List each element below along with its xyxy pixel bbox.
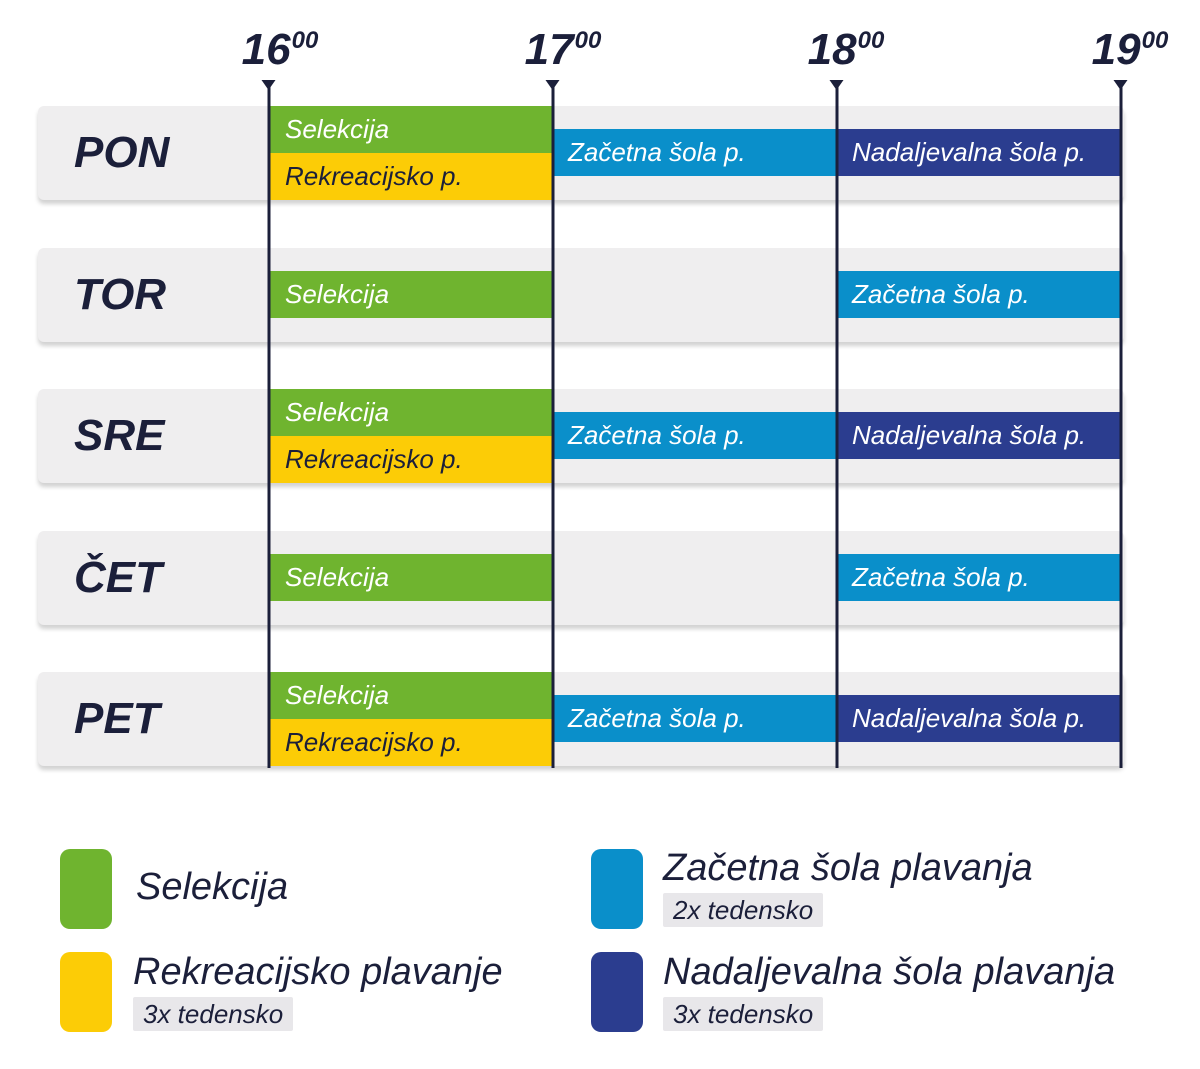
legend-freq-nadaljevalna: 3x tedensko xyxy=(663,997,823,1031)
legend-label-selekcija: Selekcija xyxy=(136,866,289,908)
block-selekcija: Selekcija xyxy=(269,554,552,601)
legend-freq-rekreacijsko: 3x tedensko xyxy=(133,997,293,1031)
day-row-pet xyxy=(38,672,1124,766)
block-selekcija: Selekcija xyxy=(269,271,552,318)
legend-swatch-nadaljevalna xyxy=(591,952,643,1032)
legend-swatch-selekcija xyxy=(60,849,112,929)
day-label: TOR xyxy=(74,270,167,319)
block-zacetna: Začetna šola p. xyxy=(836,271,1120,318)
block-selekcija: Selekcija xyxy=(269,389,552,436)
block-nadaljevalna: Nadaljevalna šola p. xyxy=(836,695,1120,742)
hour-line-19 xyxy=(1120,82,1123,768)
block-zacetna: Začetna šola p. xyxy=(552,129,836,176)
hour-label-18: $18^{00}$ xyxy=(807,25,885,74)
legend-swatch-zacetna xyxy=(591,849,643,929)
day-row-cet xyxy=(38,531,1124,625)
day-label: PET xyxy=(74,694,160,743)
legend xyxy=(0,800,1200,1069)
day-row-tor xyxy=(38,248,1124,342)
block-selekcija: Selekcija xyxy=(269,106,552,153)
block-rekreacijsko: Rekreacijsko p. xyxy=(269,436,552,483)
hour-line-16 xyxy=(268,82,271,768)
day-row-sre xyxy=(38,389,1124,483)
block-nadaljevalna: Nadaljevalna šola p. xyxy=(836,412,1120,459)
block-selekcija: Selekcija xyxy=(269,672,552,719)
legend-swatch-rekreacijsko xyxy=(60,952,112,1032)
legend-label-nadaljevalna: Nadaljevalna šola plavanja xyxy=(663,951,1116,993)
day-label: SRE xyxy=(74,411,165,460)
legend-label-zacetna: Začetna šola plavanja xyxy=(663,847,1033,889)
block-rekreacijsko: Rekreacijsko p. xyxy=(269,719,552,766)
hour-label-19: $19^{00}$ xyxy=(1091,25,1169,74)
day-label: ČET xyxy=(74,553,162,602)
block-zacetna: Začetna šola p. xyxy=(552,412,836,459)
block-zacetna: Začetna šola p. xyxy=(836,554,1120,601)
block-zacetna: Začetna šola p. xyxy=(552,695,836,742)
block-nadaljevalna: Nadaljevalna šola p. xyxy=(836,129,1120,176)
hour-line-17 xyxy=(552,82,555,768)
hour-label-16: $16^{00}$ xyxy=(241,25,319,74)
legend-label-rekreacijsko: Rekreacijsko plavanje xyxy=(133,951,503,993)
legend-freq-zacetna: 2x tedensko xyxy=(663,893,823,927)
hour-line-18 xyxy=(836,82,839,768)
hour-label-17: $17^{00}$ xyxy=(524,25,602,74)
day-row-pon xyxy=(38,106,1124,200)
day-label: PON xyxy=(74,128,170,177)
block-rekreacijsko: Rekreacijsko p. xyxy=(269,153,552,200)
